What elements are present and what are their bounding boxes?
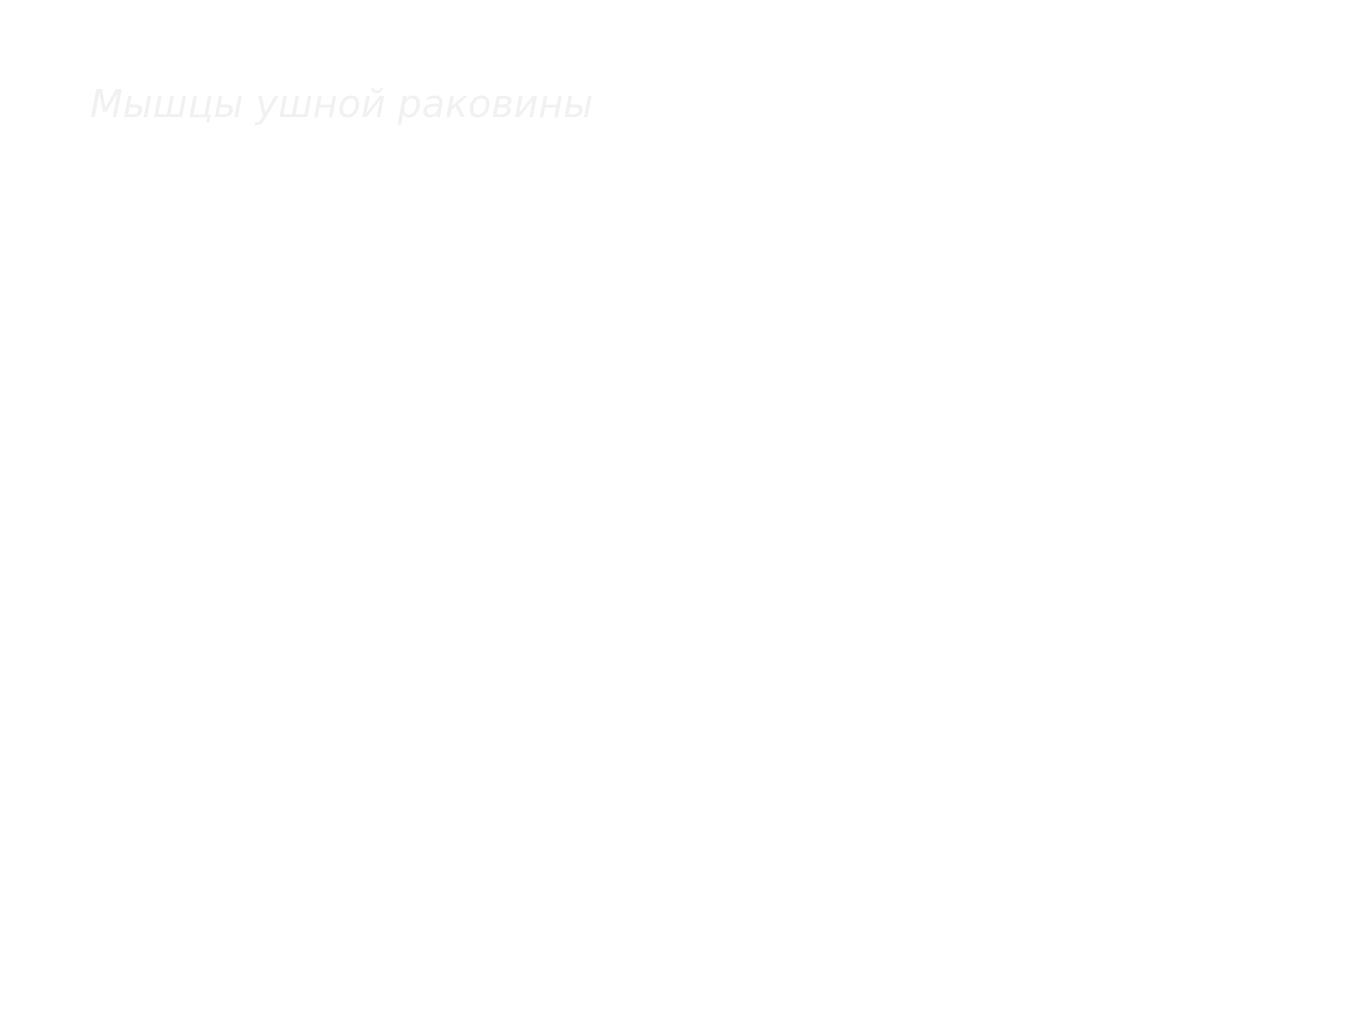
slide-title: Мышцы ушной раковины: [90, 82, 594, 126]
